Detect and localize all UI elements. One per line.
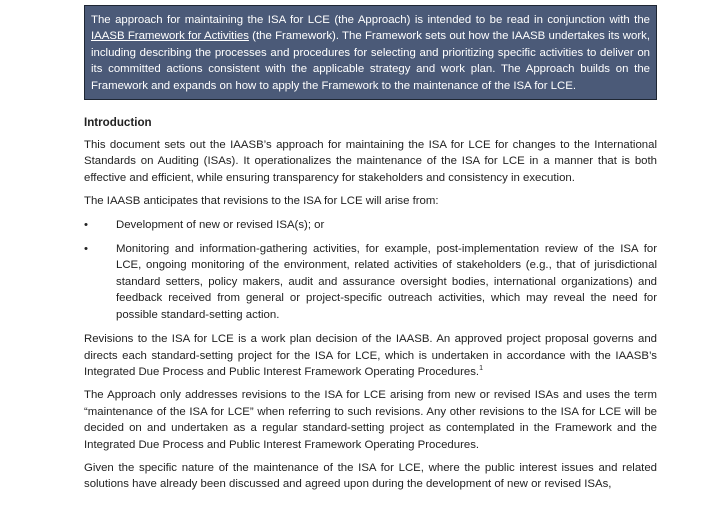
intro-callout-box — [84, 5, 657, 100]
paragraph: This document sets out the IAASB’s approach for maintaining the ISA for LCE for changes to the International Standards on Auditing (ISAs). It operationalizes the maintenance of the ISA for LCE in a manner that is both effective and efficient, while ensuring transparency for stakeholders and consistency in execution. — [84, 139, 657, 184]
section-heading: Introduction — [84, 116, 152, 130]
paragraph-text: Revisions to the ISA for LCE is a work plan decision of the IAASB. An approved project proposal governs and directs each standard-setting project for the ISA for LCE, which is undertaken in accordance with the IAASB’s Integrated Due Process and Public Interest Framework Operating Procedures. — [84, 333, 657, 378]
list-item-text: Monitoring and information-gathering activities, for example, post-implementation review of the ISA for LCE, ongoing monitoring of the environment, related activities of stakeholders (e.g., that of jurisdictional standard setters, policy makers, audit and assurance oversight bodies, international organizations) and feedback received from general or project-specific outreach activities, which may reveal the need for possible standard-setting action. — [116, 243, 657, 321]
bullet-list — [84, 217, 657, 323]
bullet-icon: • — [84, 218, 88, 231]
document-page — [84, 5, 657, 500]
footnote-reference[interactable]: 1 — [479, 364, 483, 372]
paragraph — [84, 331, 657, 380]
bullet-icon: • — [84, 243, 88, 256]
list-item-text: Development of new or revised ISA(s); or — [116, 218, 325, 231]
callout-text-continued: (the Framework). The Framework sets out how the IAASB undertakes its work, including describing the processes and procedures for selecting and prioritizing specific activities to deliver on its committed actions consistent with the applicable strategy and work plan. The Approach builds on the Framework and expands on how to apply the Framework to the maintenance of the ISA for LCE. — [91, 30, 650, 92]
paragraph: The IAASB anticipates that revisions to the ISA for LCE will arise from: — [84, 195, 439, 208]
framework-link[interactable]: IAASB Framework for Activities — [91, 30, 249, 43]
list-item — [84, 217, 657, 233]
paragraph: The Approach only addresses revisions to the ISA for LCE arising from new or revised ISAs and uses the term “maintenance of the ISA for LCE” when referring to such revisions. Any other revisions to the ISA for LCE will be decided on and undertaken as a regular standard-setting project as contemplated in the Framework and the Integrated Due Process and Public Interest Framework Operating Procedures. — [84, 389, 657, 451]
list-item — [84, 241, 657, 323]
callout-text: The approach for maintaining the ISA for LCE (the Approach) is intended to be read in conjunction with the — [91, 14, 650, 26]
paragraph: Given the specific nature of the maintenance of the ISA for LCE, where the public interest issues and related solutions have already been discussed and agreed upon during the development of new or revised ISAs, — [84, 461, 657, 491]
